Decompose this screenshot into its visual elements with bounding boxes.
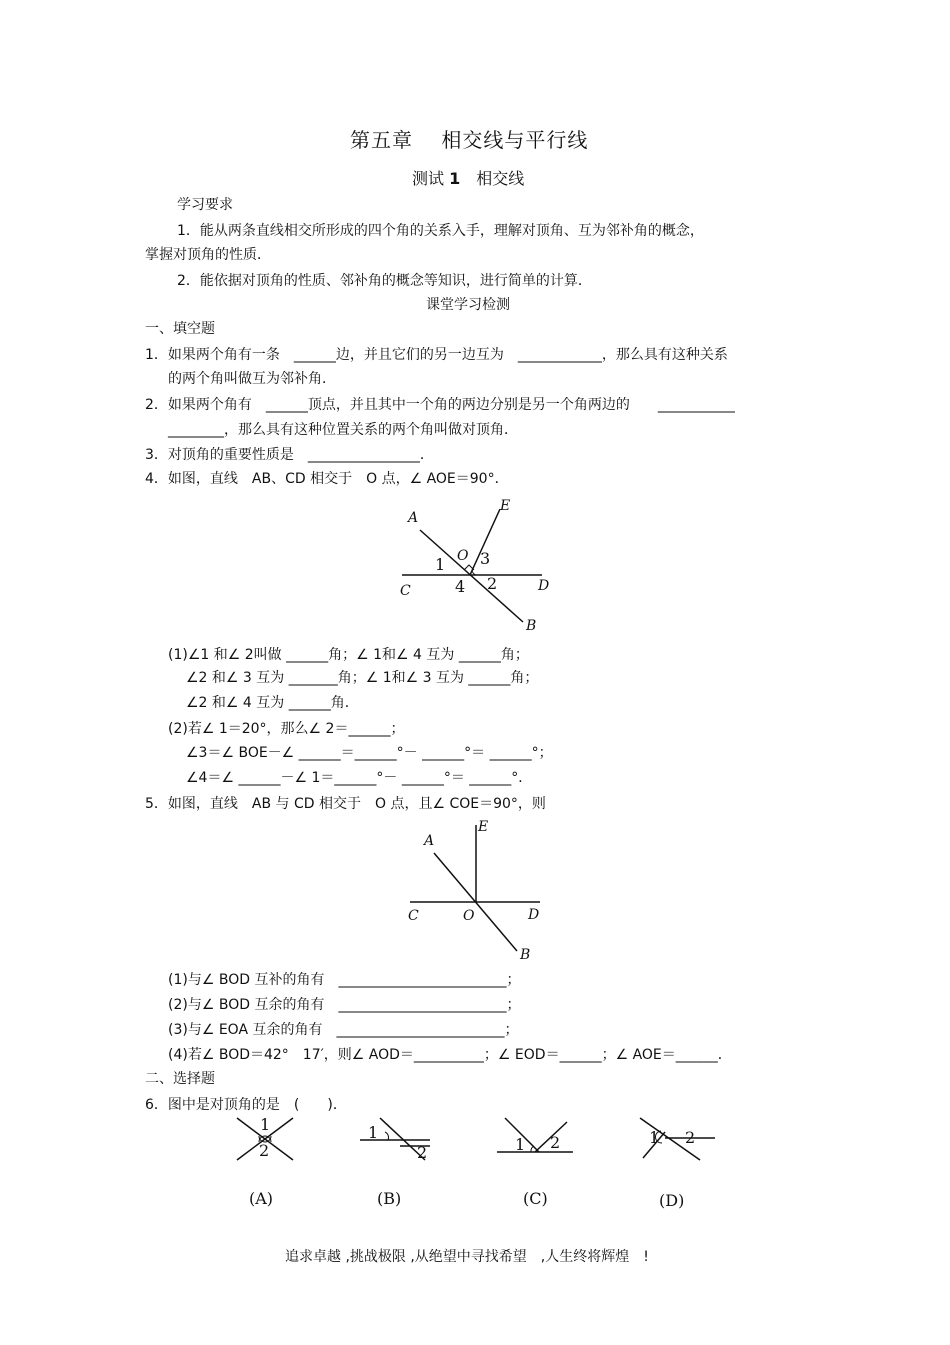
- question-1-cont: 的两个角叫做互为邻补角．: [168, 371, 336, 387]
- question-1: 1．如果两个角有一条 ______边，并且它们的另一边互为 ____________，那么具有这种关系: [145, 347, 728, 363]
- option-c-angle-2: 2: [550, 1133, 561, 1152]
- requirements-heading: 学习要求: [177, 197, 233, 213]
- figure-q4: [390, 492, 555, 637]
- question-2: 2．如果两个角有 ______顶点，并且其中一个角的两边分别是另一个角两边的 ___________: [145, 397, 735, 413]
- angle-4-label: 4: [455, 577, 466, 596]
- requirement-1-cont: 掌握对顶角的性质．: [145, 247, 271, 263]
- label-D: D: [528, 907, 540, 923]
- label-C: C: [408, 908, 419, 924]
- question-4-part1c: ∠2 和∠ 4 互为 ______角．: [186, 695, 359, 711]
- footer-motto: 追求卓越 ,挑战极限 ,从绝望中寻找希望 ,人生终将辉煌 !: [285, 1249, 649, 1265]
- option-a-figure: [237, 1115, 293, 1208]
- label-O: O: [457, 548, 469, 564]
- requirement-2: 2．能依据对顶角的性质、邻补角的概念等知识，进行简单的计算．: [177, 273, 592, 289]
- question-4-part2c: ∠4＝∠ ______－∠ 1＝______°－ ______°＝ ______°．: [186, 770, 533, 786]
- label-B: B: [526, 618, 537, 634]
- requirement-1: 1．能从两条直线相交所形成的四个角的关系入手，理解对顶角、互为邻补角的概念，: [177, 223, 704, 239]
- angle-3-label: 3: [480, 549, 491, 568]
- label-E: E: [478, 819, 489, 835]
- question-4-part1b: ∠2 和∠ 3 互为 _______角；∠ 1和∠ 3 互为 ______角；: [186, 670, 539, 686]
- label-B: B: [520, 947, 531, 963]
- label-C: C: [400, 583, 411, 599]
- question-4-part1a: (1)∠1 和∠ 2叫做 ______角；∠ 1和∠ 4 互为 ______角；: [168, 647, 529, 663]
- part1-heading: 一、填空题: [145, 321, 215, 337]
- figure-q5: [400, 815, 550, 963]
- test-label: 测试: [412, 169, 445, 188]
- figure-q6-options: [225, 1110, 725, 1215]
- angle-2-label: 2: [487, 574, 498, 593]
- question-5-part4: (4)若∠ BOD＝42° 17′，则∠ AOD＝__________；∠ EOD＝______；∠ AOE＝______．: [168, 1047, 732, 1063]
- question-4: 4．如图，直线 AB、CD 相交于 O 点，∠ AOE＝90°．: [145, 471, 509, 487]
- question-5: 5．如图，直线 AB 与 CD 相交于 O 点，且∠ COE＝90°，则: [145, 796, 546, 812]
- label-A: A: [408, 510, 419, 526]
- label-O: O: [463, 908, 475, 924]
- angle-1-label: 1: [435, 555, 446, 574]
- option-d-caption: (D): [659, 1191, 685, 1210]
- question-4-part2a: (2)若∠ 1＝20°，那么∠ 2＝______；: [168, 721, 405, 737]
- option-d-figure: [640, 1118, 715, 1210]
- option-b-caption: (B): [377, 1189, 402, 1208]
- question-5-part1: (1)与∠ BOD 互补的角有 ________________________；: [168, 972, 521, 988]
- label-A: A: [424, 833, 435, 849]
- option-d-angle-1: 1: [649, 1128, 660, 1147]
- question-5-part3: (3)与∠ EOA 互余的角有 ________________________；: [168, 1022, 519, 1038]
- label-D: D: [538, 578, 550, 594]
- question-2-cont: ________，那么具有这种位置关系的两个角叫做对顶角．: [168, 422, 518, 438]
- question-3: 3．对顶角的重要性质是 ________________．: [145, 447, 434, 463]
- test-title: [412, 170, 524, 188]
- option-d-angle-2: 2: [685, 1128, 696, 1147]
- option-b-angle-2: 2: [417, 1143, 428, 1162]
- option-b-angle-1: 1: [368, 1123, 379, 1142]
- option-c-angle-1: 1: [515, 1135, 526, 1154]
- option-c-caption: (C): [523, 1189, 548, 1208]
- option-a-caption: (A): [249, 1189, 274, 1208]
- option-a-angle-2: 2: [259, 1141, 270, 1160]
- option-b-figure: [360, 1118, 430, 1208]
- label-E: E: [500, 498, 511, 514]
- question-5-part2: (2)与∠ BOD 互余的角有 ________________________；: [168, 997, 521, 1013]
- chapter-title: 第五章 相交线与平行线: [350, 128, 589, 152]
- part2-heading: 二、选择题: [145, 1071, 215, 1087]
- section-heading: 课堂学习检测: [426, 297, 510, 313]
- question-4-part2b: ∠3＝∠ BOE－∠ ______＝______°－ ______°＝ ______°；: [186, 745, 553, 761]
- test-topic: 相交线: [476, 169, 525, 188]
- question-6: 6．图中是对顶角的是 ( )．: [145, 1097, 347, 1113]
- test-number: 1: [449, 169, 461, 188]
- option-a-angle-1: 1: [260, 1115, 271, 1134]
- option-c-figure: [497, 1118, 573, 1208]
